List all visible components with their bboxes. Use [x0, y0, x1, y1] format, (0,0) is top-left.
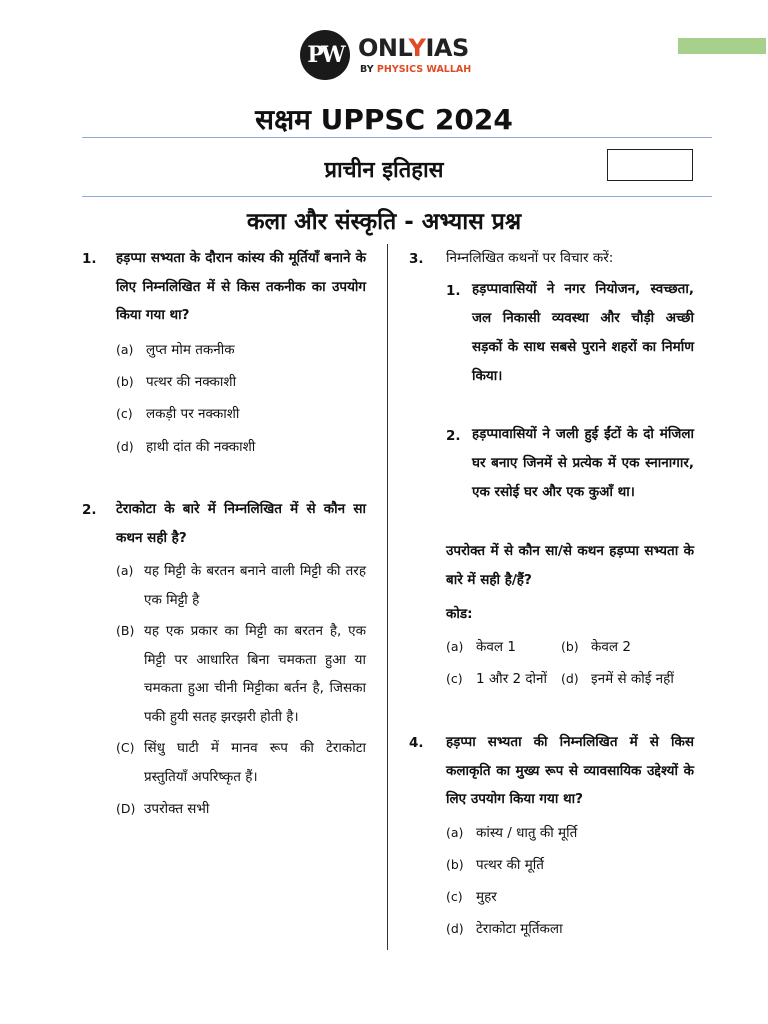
- subject-heading: प्राचीन इतिहास: [324, 158, 444, 183]
- option-b[interactable]: (B) यह एक प्रकार का मिट्टी का बरतन है, एक मिट्टी पर आधारित बिना चमकता हुआ या चमकता हुआ चीनी मिट्टीका बर्तन है, जिसका पकी हुयी सतह झरझरी होती है।: [116, 623, 366, 725]
- statement-number: 2.: [446, 428, 461, 444]
- statement-number: 1.: [446, 283, 461, 299]
- logo-tagline: BY PHYSICS WALLAH: [360, 64, 472, 75]
- option-d[interactable]: (d) हाथी दांत की नक्काशी: [116, 439, 256, 455]
- empty-box: [607, 149, 693, 181]
- question-number: 2.: [82, 502, 97, 518]
- section-heading: कला और संस्कृति - अभ्यास प्रश्न: [246, 209, 522, 235]
- logo-wordmark: ONLYIAS: [358, 34, 469, 62]
- option-d[interactable]: (d) इनमें से कोई नहीं: [561, 671, 674, 687]
- question-text: हड़प्पा सभ्यता के दौरान कांस्य की मूर्तियाँ बनाने के लिए निम्नलिखित में से किस तकनीक का उपयोग किया गया था?: [116, 250, 366, 323]
- code-label: कोड:: [446, 606, 473, 622]
- option-d[interactable]: (D) उपरोक्त सभी: [116, 801, 210, 817]
- pw-monogram-icon: PW: [300, 30, 350, 80]
- option-b[interactable]: (b) केवल 2: [561, 639, 631, 655]
- option-a[interactable]: (a) यह मिट्टी के बरतन बनाने वाली मिट्टी की तरह एक मिट्टी है: [116, 563, 366, 608]
- question-text: टेराकोटा के बारे में निम्नलिखित में से कौन सा कथन सही है?: [116, 501, 366, 546]
- title-divider: [82, 137, 712, 138]
- question-text: निम्नलिखित कथनों पर विचार करें:: [446, 250, 614, 266]
- subject-divider: [82, 196, 712, 197]
- question-number: 4.: [409, 735, 424, 751]
- statement-text: हड़प्पावासियों ने जली हुई ईंटों के दो मंजिला घर बनाए जिनमें से प्रत्येक में एक स्नानागार, एक रसोई घर और एक कुआँ था।: [472, 426, 694, 500]
- pw-onlyias-logo: [300, 30, 472, 80]
- option-c[interactable]: (c) मुहर: [446, 889, 497, 905]
- option-c[interactable]: (c) लकड़ी पर नक्काशी: [116, 406, 240, 422]
- option-d[interactable]: (d) टेराकोटा मूर्तिकला: [446, 921, 563, 937]
- option-c[interactable]: (C) सिंधु घाटी में मानव रूप की टेराकोटा प्रस्तुतियाँ अपरिष्कृत हैं।: [116, 740, 366, 785]
- option-b[interactable]: (b) पत्थर की मूर्ति: [446, 857, 544, 873]
- column-divider: [387, 244, 388, 950]
- statement-text: हड़प्पावासियों ने नगर नियोजन, स्वच्छता, जल निकासी व्यवस्था और चौड़ी अच्छी सड़कों के साथ सबसे पुराने शहरों का निर्माण किया।: [472, 281, 694, 384]
- question-number: 3.: [409, 251, 424, 267]
- option-a[interactable]: (a) लुप्त मोम तकनीक: [116, 342, 235, 358]
- question-number: 1.: [82, 251, 97, 267]
- option-a[interactable]: (a) केवल 1: [446, 639, 516, 655]
- page-title: सक्षम UPPSC 2024: [255, 103, 513, 136]
- option-c[interactable]: (c) 1 और 2 दोनों: [446, 671, 548, 687]
- question-text: हड़प्पा सभ्यता की निम्नलिखित में से किस कलाकृति का मुख्य रूप से व्यावसायिक उद्देश्यों के लिए उपयोग किया गया था?: [446, 734, 694, 807]
- header-accent-bar: [678, 38, 766, 54]
- question-ask: उपरोक्त में से कौन सा/से कथन हड़प्पा सभ्यता के बारे में सही है/हैं?: [446, 543, 694, 588]
- option-a[interactable]: (a) कांस्य / धातु की मूर्ति: [446, 825, 578, 841]
- option-b[interactable]: (b) पत्थर की नक्काशी: [116, 374, 237, 390]
